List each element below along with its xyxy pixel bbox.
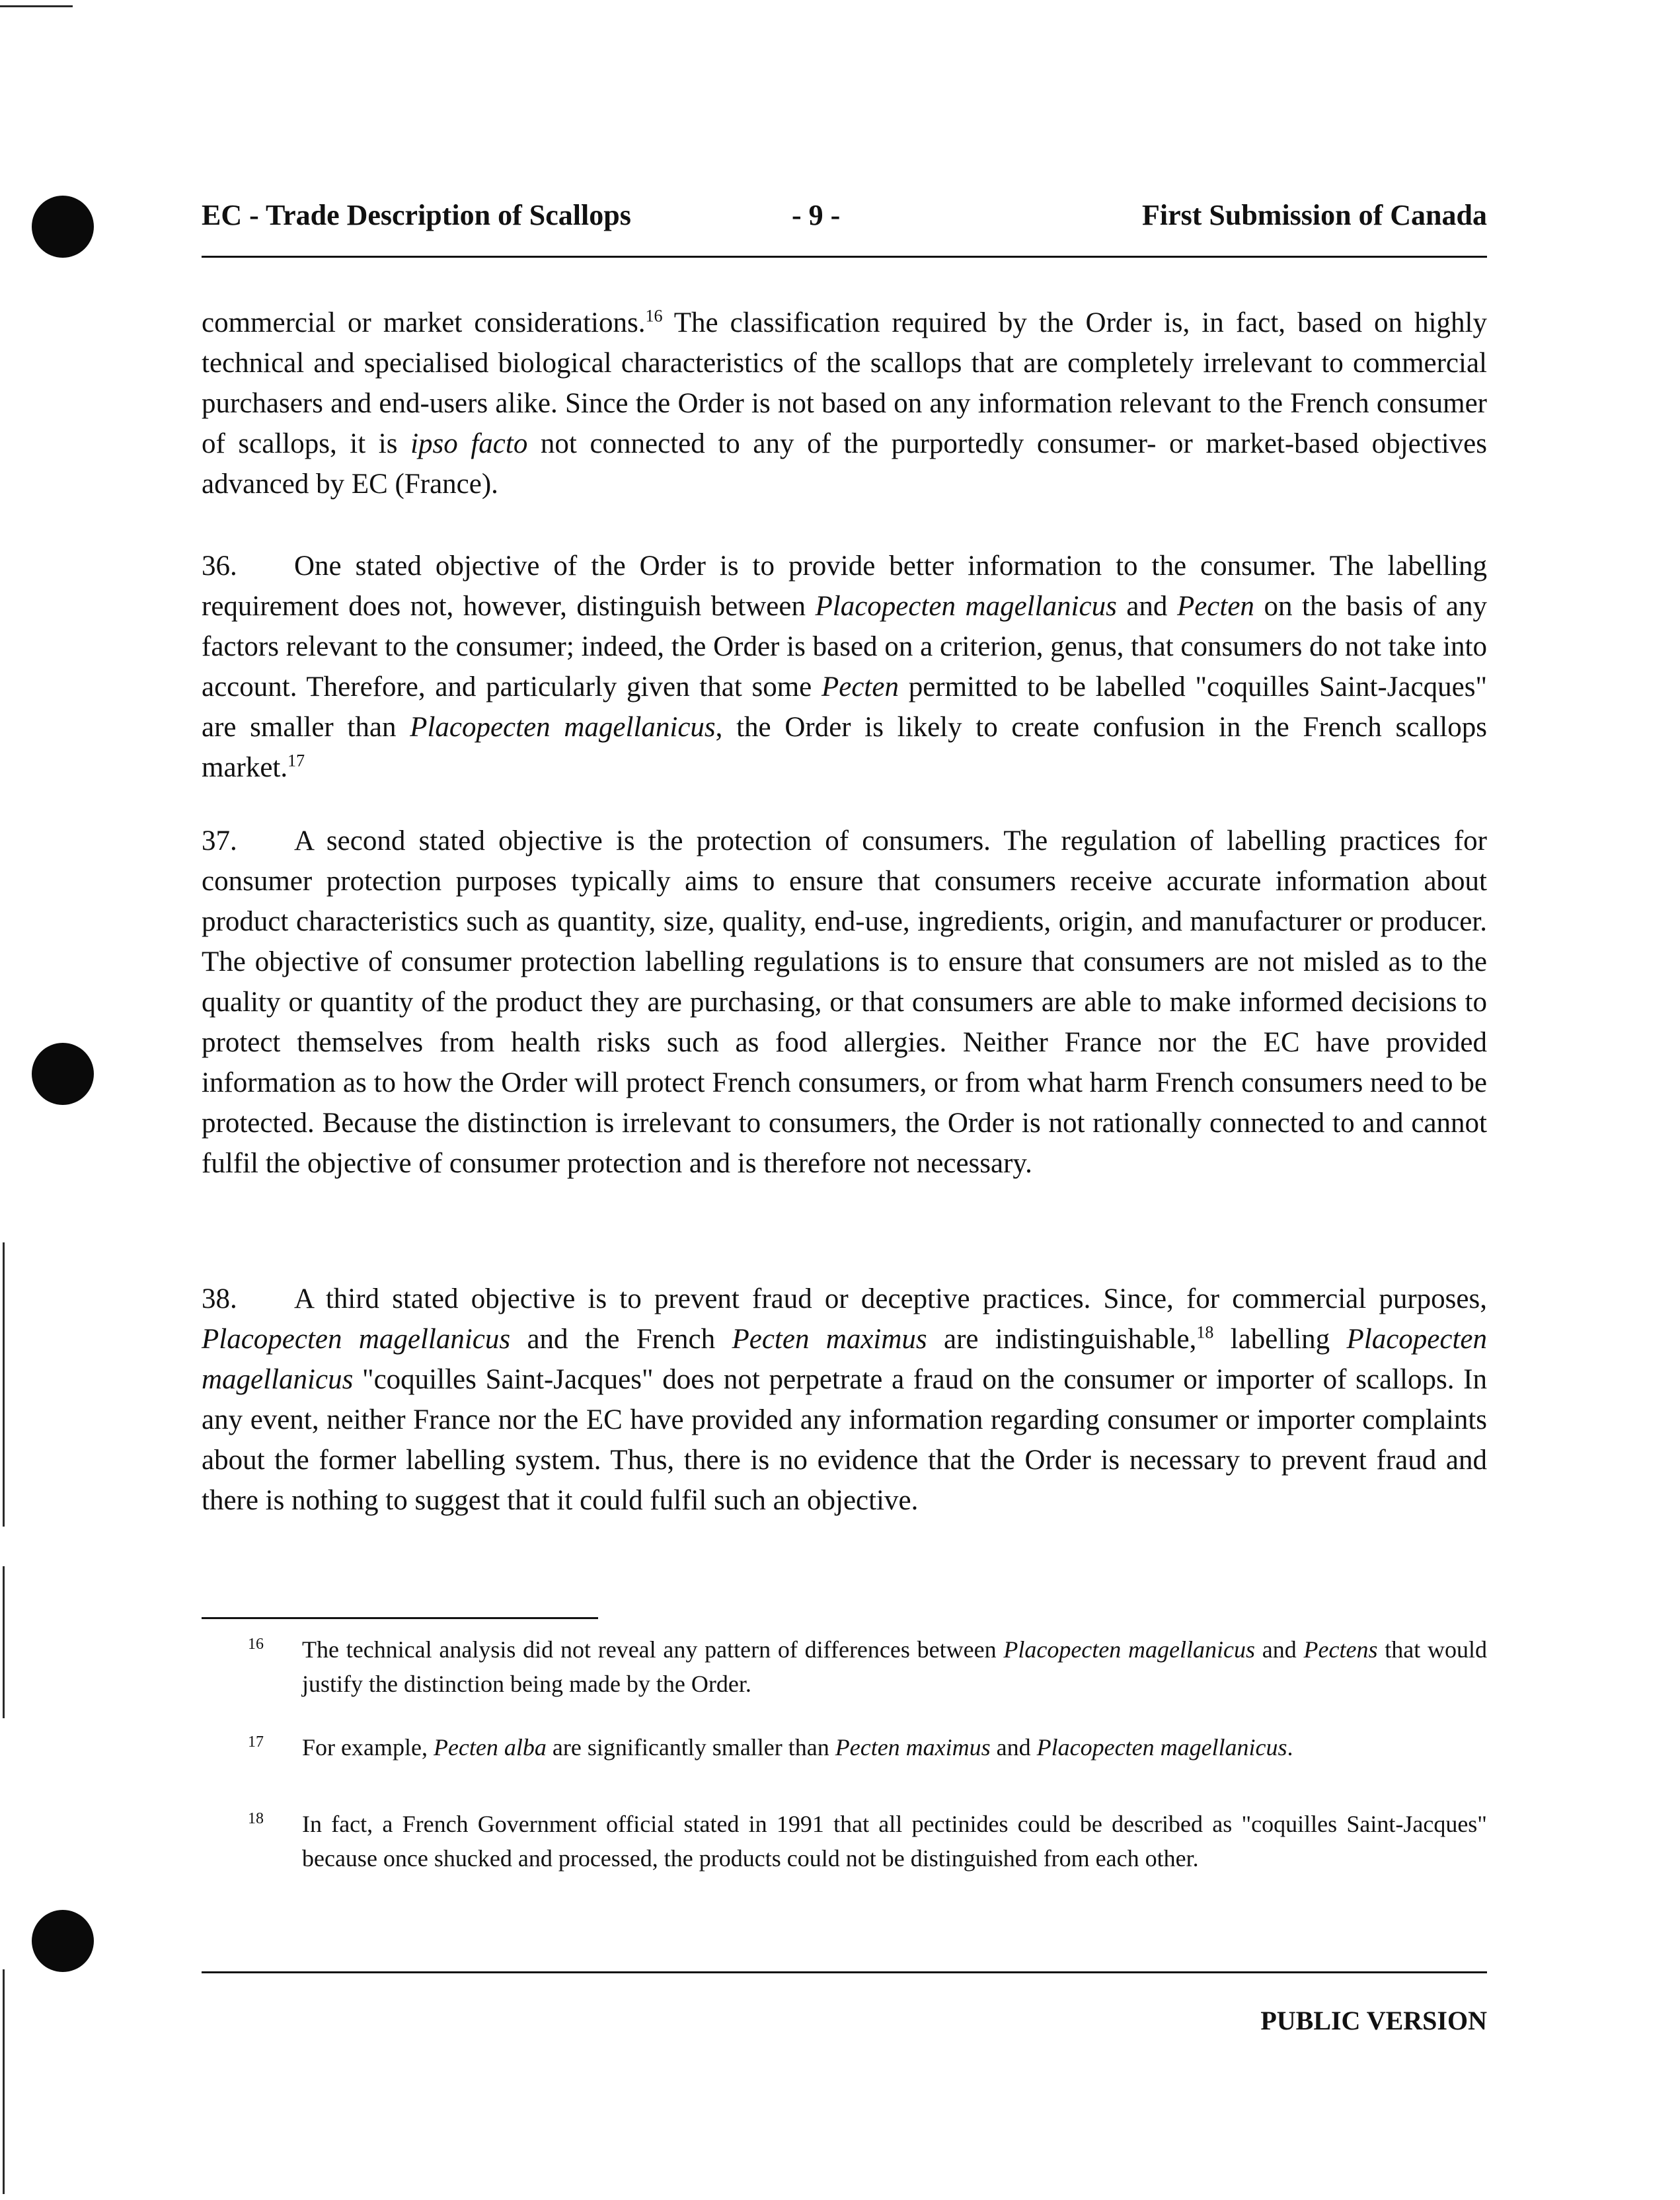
italic-term: ipso facto (410, 428, 528, 459)
paragraph-37 (202, 821, 1487, 1184)
footnote-number: 18 (248, 1810, 264, 1827)
italic-term: Pectens (1303, 1636, 1378, 1663)
text-run: and the French (510, 1324, 732, 1355)
footnote-18 (202, 1807, 1487, 1876)
text-run: and (990, 1734, 1037, 1761)
footer-rule (202, 1971, 1487, 1973)
text-run: that would justify the distinction being made by the Order. (302, 1636, 1488, 1697)
footnote-text (302, 1730, 1487, 1764)
text-run: A third stated objective is to prevent fraud or deceptive practices. Since, for commercial purposes, (294, 1283, 1487, 1314)
paragraph-number: 38. (202, 1283, 237, 1314)
text-run: labelling (1213, 1324, 1347, 1355)
header-rule (202, 256, 1487, 258)
text-run: A second stated objective is the protection of consumers. The regulation of labelling practices for consumer protection purposes typically aims to ensure that consumers receive accurate information about product characteristics such as quantity, size, quality, end-use, ingredients, origin, and manufacturer or producer. The objective of consumer protection labelling regulations is to ensure that consumers are not misled as to the quality or quantity of the product they are purchasing, or that consumers are able to make informed decisions to protect themselves from health risks such as food allergies. Neither France nor the EC have provided information as to how the Order will protect French consumers, or from what harm French consumers need to be protected. Because the distinction is irrelevant to consumers, the Order is not rationally connected to and cannot fulfil the objective of consumer protection and is therefore not necessary. (202, 825, 1487, 1179)
text-run: are significantly smaller than (546, 1734, 835, 1761)
italic-term: Placopecten magellanicus (1003, 1636, 1256, 1663)
paragraph-36 (202, 546, 1487, 788)
text-run: commercial or market considerations. (202, 307, 646, 338)
scan-edge-mark (0, 5, 73, 7)
text-run: and (1116, 591, 1177, 622)
paragraph-continued (202, 303, 1487, 504)
italic-term: Placopecten magellanicus (1036, 1734, 1287, 1761)
header-submission: First Submission of Canada (1141, 199, 1487, 231)
paragraph-number: 37. (202, 825, 237, 856)
punch-hole (32, 1910, 94, 1972)
text-run: In fact, a French Government official stated in 1991 that all pectinides could be described as "coquilles Saint-Jacques" because once shucked and processed, the products could not be distinguished from each other. (302, 1811, 1487, 1872)
footer-label: PUBLIC VERSION (1260, 2006, 1487, 2035)
paragraph-38 (202, 1279, 1487, 1521)
paragraph-text (202, 307, 1487, 500)
footnote-text (302, 1632, 1487, 1701)
footnote-separator (202, 1617, 598, 1619)
text-run: and (1255, 1636, 1304, 1663)
page-number: - 9 - (792, 199, 841, 231)
italic-term: Placopecten magellanicus (410, 712, 716, 743)
footnote-reference: 18 (1196, 1322, 1214, 1342)
text-run: , the Order is likely to create confusion in the French scallops market. (202, 712, 1487, 783)
footnote-number: 16 (248, 1636, 264, 1653)
footnote-17 (202, 1730, 1487, 1764)
text-run: on the basis of any factors relevant to the consumer; indeed, the Order is based on a criterion, genus, that consumers do not take into account. Therefore, and particularly given that some (202, 591, 1487, 702)
text-run: For example, (302, 1734, 434, 1761)
italic-term: Placopecten magellanicus (202, 1324, 511, 1355)
italic-term: Pecten (821, 671, 899, 702)
scan-edge-mark (3, 1242, 5, 1527)
footnote-text (302, 1807, 1487, 1876)
punch-hole (32, 196, 94, 258)
italic-term: Placopecten magellanicus (202, 1324, 1488, 1395)
text-run: not connected to any of the purportedly consumer- or market-based objectives advanced by EC (France). (202, 428, 1487, 500)
paragraph-text (202, 825, 1487, 1179)
paragraph-text (202, 1283, 1487, 1516)
scan-edge-mark (3, 1969, 5, 2194)
text-run: The technical analysis did not reveal any pattern of differences between (302, 1636, 1004, 1663)
header-title: EC - Trade Description of Scallops (202, 199, 631, 231)
punch-hole (32, 1043, 94, 1105)
text-run: are indistinguishable, (927, 1324, 1197, 1355)
italic-term: Pecten maximus (732, 1324, 927, 1355)
paragraph-number: 36. (202, 550, 237, 582)
text-run: The classification required by the Order is, in fact, based on highly technical and specialised biological characteristics of the scallops that are completely irrelevant to commercial purchasers and end-users alike. Since the Order is not based on any information relevant to the French consumer of scallops, it is (202, 307, 1487, 459)
footnote-16 (202, 1632, 1487, 1701)
text-run: One stated objective of the Order is to provide better information to the consumer. The labelling requirement does not, however, distinguish between (202, 550, 1487, 622)
page-header (202, 196, 1487, 235)
italic-term: Pecten (1176, 591, 1254, 622)
scan-edge-mark (3, 1566, 5, 1718)
paragraph-text (202, 550, 1487, 783)
footnote-reference: 16 (645, 306, 663, 326)
text-run: permitted to be labelled "coquilles Saint-Jacques" are smaller than (202, 671, 1487, 743)
italic-term: Pecten alba (433, 1734, 547, 1761)
italic-term: Placopecten magellanicus (815, 591, 1117, 622)
footnote-number: 17 (248, 1733, 264, 1751)
italic-term: Pecten maximus (835, 1734, 991, 1761)
footnote-reference: 17 (287, 751, 305, 771)
text-run: "coquilles Saint-Jacques" does not perpetrate a fraud on the consumer or importer of scallops. In any event, neither France nor the EC have provided any information regarding consumer or importer complaints about the former labelling system. Thus, there is no evidence that the Order is necessary to prevent fraud and there is nothing to suggest that it could fulfil such an objective. (202, 1364, 1487, 1516)
text-run: . (1287, 1734, 1293, 1761)
